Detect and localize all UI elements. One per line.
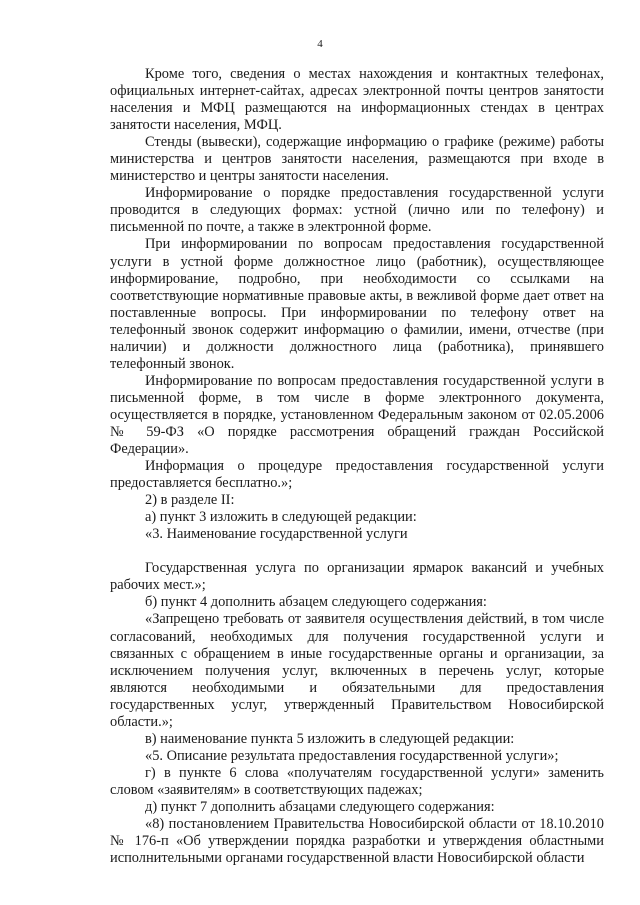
paragraph: «Запрещено требовать от заявителя осуществления действий, в том числе согласований, необходимых для получения государственной услуги и связанных с обращением в иные государственные органы и организации, за исключением получения услуг, включенных в перечень услуг, которые являются необходимыми и обязательными для предоставления государственных услуг, утвержденный Правительством Новосибирской области.»; (110, 611, 604, 730)
paragraph: «8) постановлением Правительства Новосибирской области от 18.10.2010 № 176-п «Об утверждении порядка разработки и утверждения областными исполнительными органами государственной власти Новосибирской области (110, 816, 604, 867)
paragraph: Государственная услуга по организации ярмарок вакансий и учебных рабочих мест.»; (110, 560, 604, 594)
paragraph: Информирование о порядке предоставления государственной услуги проводится в следующих формах: устной (лично или по телефону) и письменной по почте, а также в электронной форме. (110, 185, 604, 236)
page-number: 4 (317, 38, 323, 50)
paragraph: Информирование по вопросам предоставления государственной услуги в письменной форме, в том числе в форме электронного документа, осуществляется в порядке, установленном Федеральным законом от 02.05.2006 № 59-ФЗ «О порядке рассмотрения обращений граждан Российской Федерации». (110, 372, 604, 458)
blank-line (110, 543, 604, 560)
paragraph: д) пункт 7 дополнить абзацами следующего содержания: (145, 798, 495, 815)
paragraph: в) наименование пункта 5 изложить в следующей редакции: (145, 730, 515, 747)
paragraph: Стенды (вывески), содержащие информацию о графике (режиме) работы министерства и центров занятости населения, размещаются при входе в министерство и центры занятости населения. (110, 134, 604, 185)
paragraph: «3. Наименование государственной услуги (145, 526, 408, 543)
paragraph: 2) в разделе II: (145, 492, 235, 509)
paragraph: Информация о процедуре предоставления государственной услуги предоставляется бесплатно.»; (110, 458, 604, 492)
paragraph: При информировании по вопросам предоставления государственной услуги в устной форме должностное лицо (работник), осуществляющее информирование, подробно, при необходимости со ссылками на соответствующие нормативные правовые акты, в вежливой форме дает ответ на поставленные вопросы. При информировании по телефону ответ на телефонный звонок содержит информацию о фамилии, имени, отчестве (при наличии) и должности должностного лица (работника), принявшего телефонный звонок. (110, 236, 604, 372)
paragraph: Кроме того, сведения о местах нахождения и контактных телефонах, официальных интернет-сайтах, адресах электронной почты центров занятости населения и МФЦ размещаются на информационных стендах в центрах занятости населения, МФЦ. (110, 66, 604, 134)
paragraph: «5. Описание результата предоставления государственной услуги»; (145, 747, 559, 764)
paragraph: б) пункт 4 дополнить абзацем следующего содержания: (145, 594, 487, 611)
paragraph: г) в пункте 6 слова «получателям государственной услуги» заменить словом «заявителям» в соответствующих падежах; (110, 764, 604, 798)
paragraph: а) пункт 3 изложить в следующей редакции: (145, 509, 417, 526)
document-body (110, 66, 604, 867)
